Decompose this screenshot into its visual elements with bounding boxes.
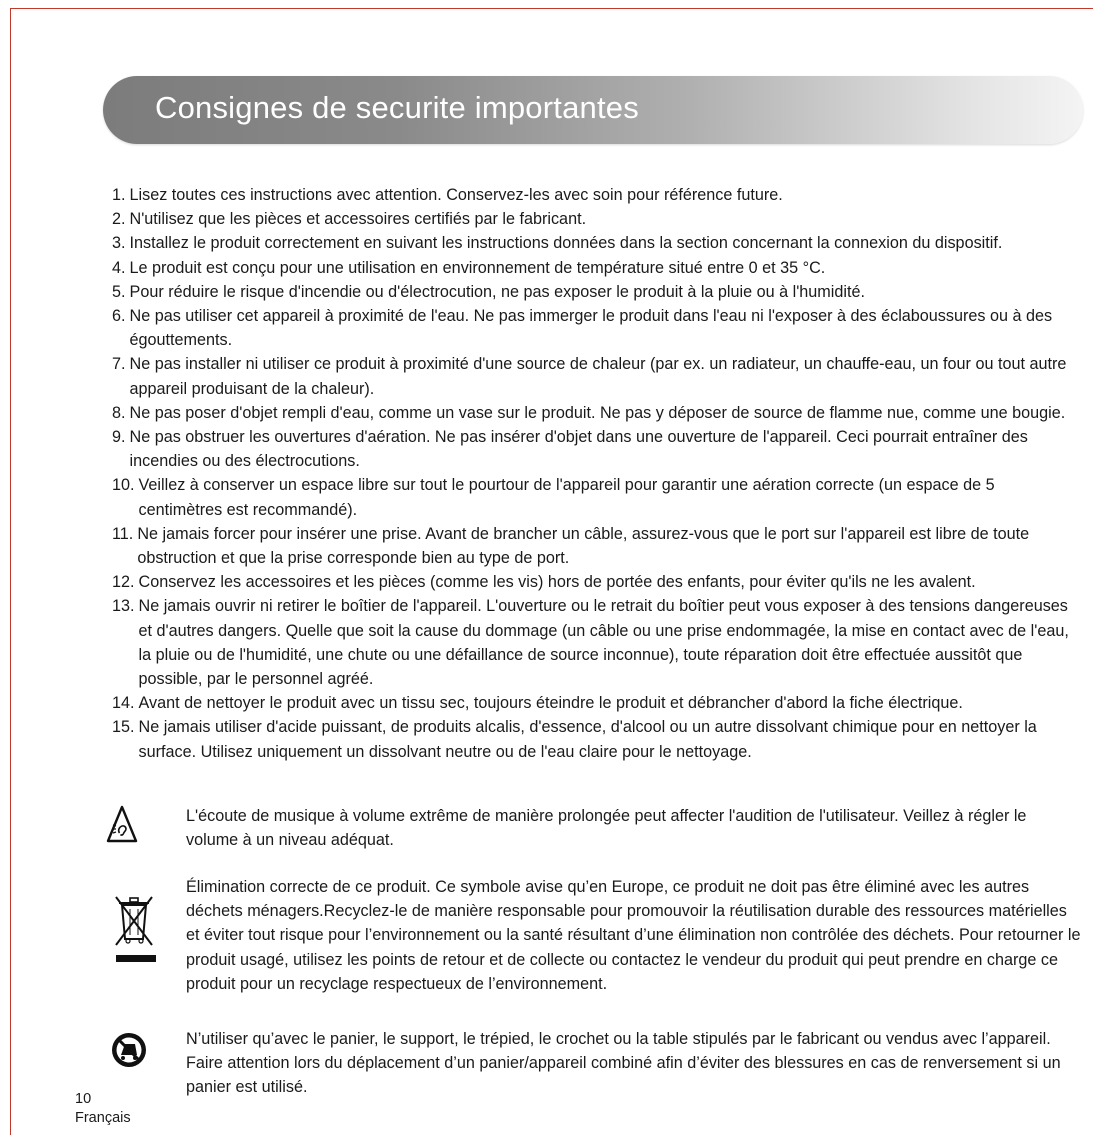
no-cart-tipover-icon (110, 1031, 148, 1074)
list-item: 2. N'utilisez que les pièces et accessoires certifiés par le fabricant. (112, 210, 587, 229)
cart-notice-text: N’utiliser qu’avec le panier, le support, le trépied, le crochet ou la table stipulés par le fabricant ou vendus avec l’appareil. Faire attention lors du déplacement d’un panier/appareil combiné afin d’éviter des blessures en cas de renversement si un panier est utilisé. (186, 1030, 1061, 1097)
list-item: 8. Ne pas poser d'objet rempli d'eau, comme un vase sur le produit. Ne pas y déposer de source de flamme nue, comme une bougie. (112, 403, 1066, 422)
list-item: 15. Ne jamais utiliser d'acide puissant, de produits alcalis, d'essence, d'alcool ou un autre dissolvant chimique pour en nettoyer la surface. Utilisez uniquement un dissolvant neutre ou de l'eau claire pour le nettoyage. (112, 718, 1037, 761)
list-item: 1. Lisez toutes ces instructions avec attention. Conservez-les avec soin pour référence future. (112, 186, 783, 204)
hearing-notice-text: L'écoute de musique à volume extrême de manière prolongée peut affecter l'audition de l'utilisateur. Veillez à régler le volume à un niveau adéquat. (186, 807, 1027, 850)
list-item: 7. Ne pas installer ni utiliser ce produit à proximité d'une source de chaleur (par ex. un radiateur, un chauffe-eau, un four ou tout autre appareil produisant de la chaleur). (112, 355, 1067, 398)
list-item: 5. Pour réduire le risque d'incendie ou d'électrocution, ne pas exposer le produit à la pluie ou à l'humidité. (112, 282, 865, 301)
page-number: 10 (75, 1091, 92, 1107)
disposal-notice-text: Élimination correcte de ce produit. Ce symbole avise qu’en Europe, ce produit ne doit pas être éliminé avec les autres déchets ménagers.Recyclez-le de manière responsable pour promouvoir la réutilisation durable des ressources matérielles et éviter tout risque pour l’environnement ou la santé résultant d’une élimination non contrôlée des déchets. Pour retourner le produit usagé, utilisez les points de retour et de collecte ou contactez le vendeur du produit qui peut prendre en charge ce produit pour un recyclage respectueux de l’environnement. (186, 878, 1081, 993)
list-item: 12. Conservez les accessoires et les pièces (comme les vis) hors de portée des enfants, pour éviter qu'ils ne les avalent. (112, 573, 976, 592)
list-item: 10. Veillez à conserver un espace libre sur tout le pourtour de l'appareil pour garantir une aération correcte (un espace de 5 centimètres est recommandé). (112, 476, 995, 519)
list-item: 9. Ne pas obstruer les ouvertures d'aération. Ne pas insérer d'objet dans une ouverture de l'appareil. Ceci pourrait entraîner des incendies ou des électrocutions. (112, 428, 1028, 471)
hearing-warning-icon (106, 804, 138, 849)
list-item: 6. Ne pas utiliser cet appareil à proximité de l'eau. Ne pas immerger le produit dans l'eau ni l'exposer à des éclaboussures ou à des égouttements. (112, 307, 1053, 350)
page-language: Français (75, 1110, 131, 1126)
list-item: 13. Ne jamais ouvrir ni retirer le boîtier de l'appareil. L'ouverture ou le retrait du boîtier peut vous exposer à des tensions dangereuses et d'autres dangers. Quelle que soit la cause du dommage (un câble ou une prise endommagée, la mise en contact avec de l'eau, la pluie ou de l'humidité, une chute ou une défaillance de source inconnue), toute réparation doit être effectuée aussitôt que possible, par le personnel agréé. (112, 597, 1069, 689)
page-footer (75, 1090, 131, 1128)
page-title: Consignes de securite importantes (155, 90, 639, 125)
list-item: 11. Ne jamais forcer pour insérer une prise. Avant de brancher un câble, assurez-vous que le port sur l'appareil est libre de toute obstruction et que la prise corresponde bien au type de port. (112, 524, 1030, 568)
list-item: 4. Le produit est conçu pour une utilisation en environnement de température situé entre 0 et 35 °C. (112, 258, 826, 277)
safety-instructions-list (112, 183, 1080, 764)
section-header-bar (103, 76, 1083, 144)
list-item: 3. Installez le produit correctement en suivant les instructions données dans la section concernant la connexion du dispositif. (112, 234, 1003, 253)
list-item: 14. Avant de nettoyer le produit avec un tissu sec, toujours éteindre le produit et débrancher d'abord la fiche électrique. (112, 694, 963, 713)
crossed-out-bin-icon (110, 891, 160, 972)
